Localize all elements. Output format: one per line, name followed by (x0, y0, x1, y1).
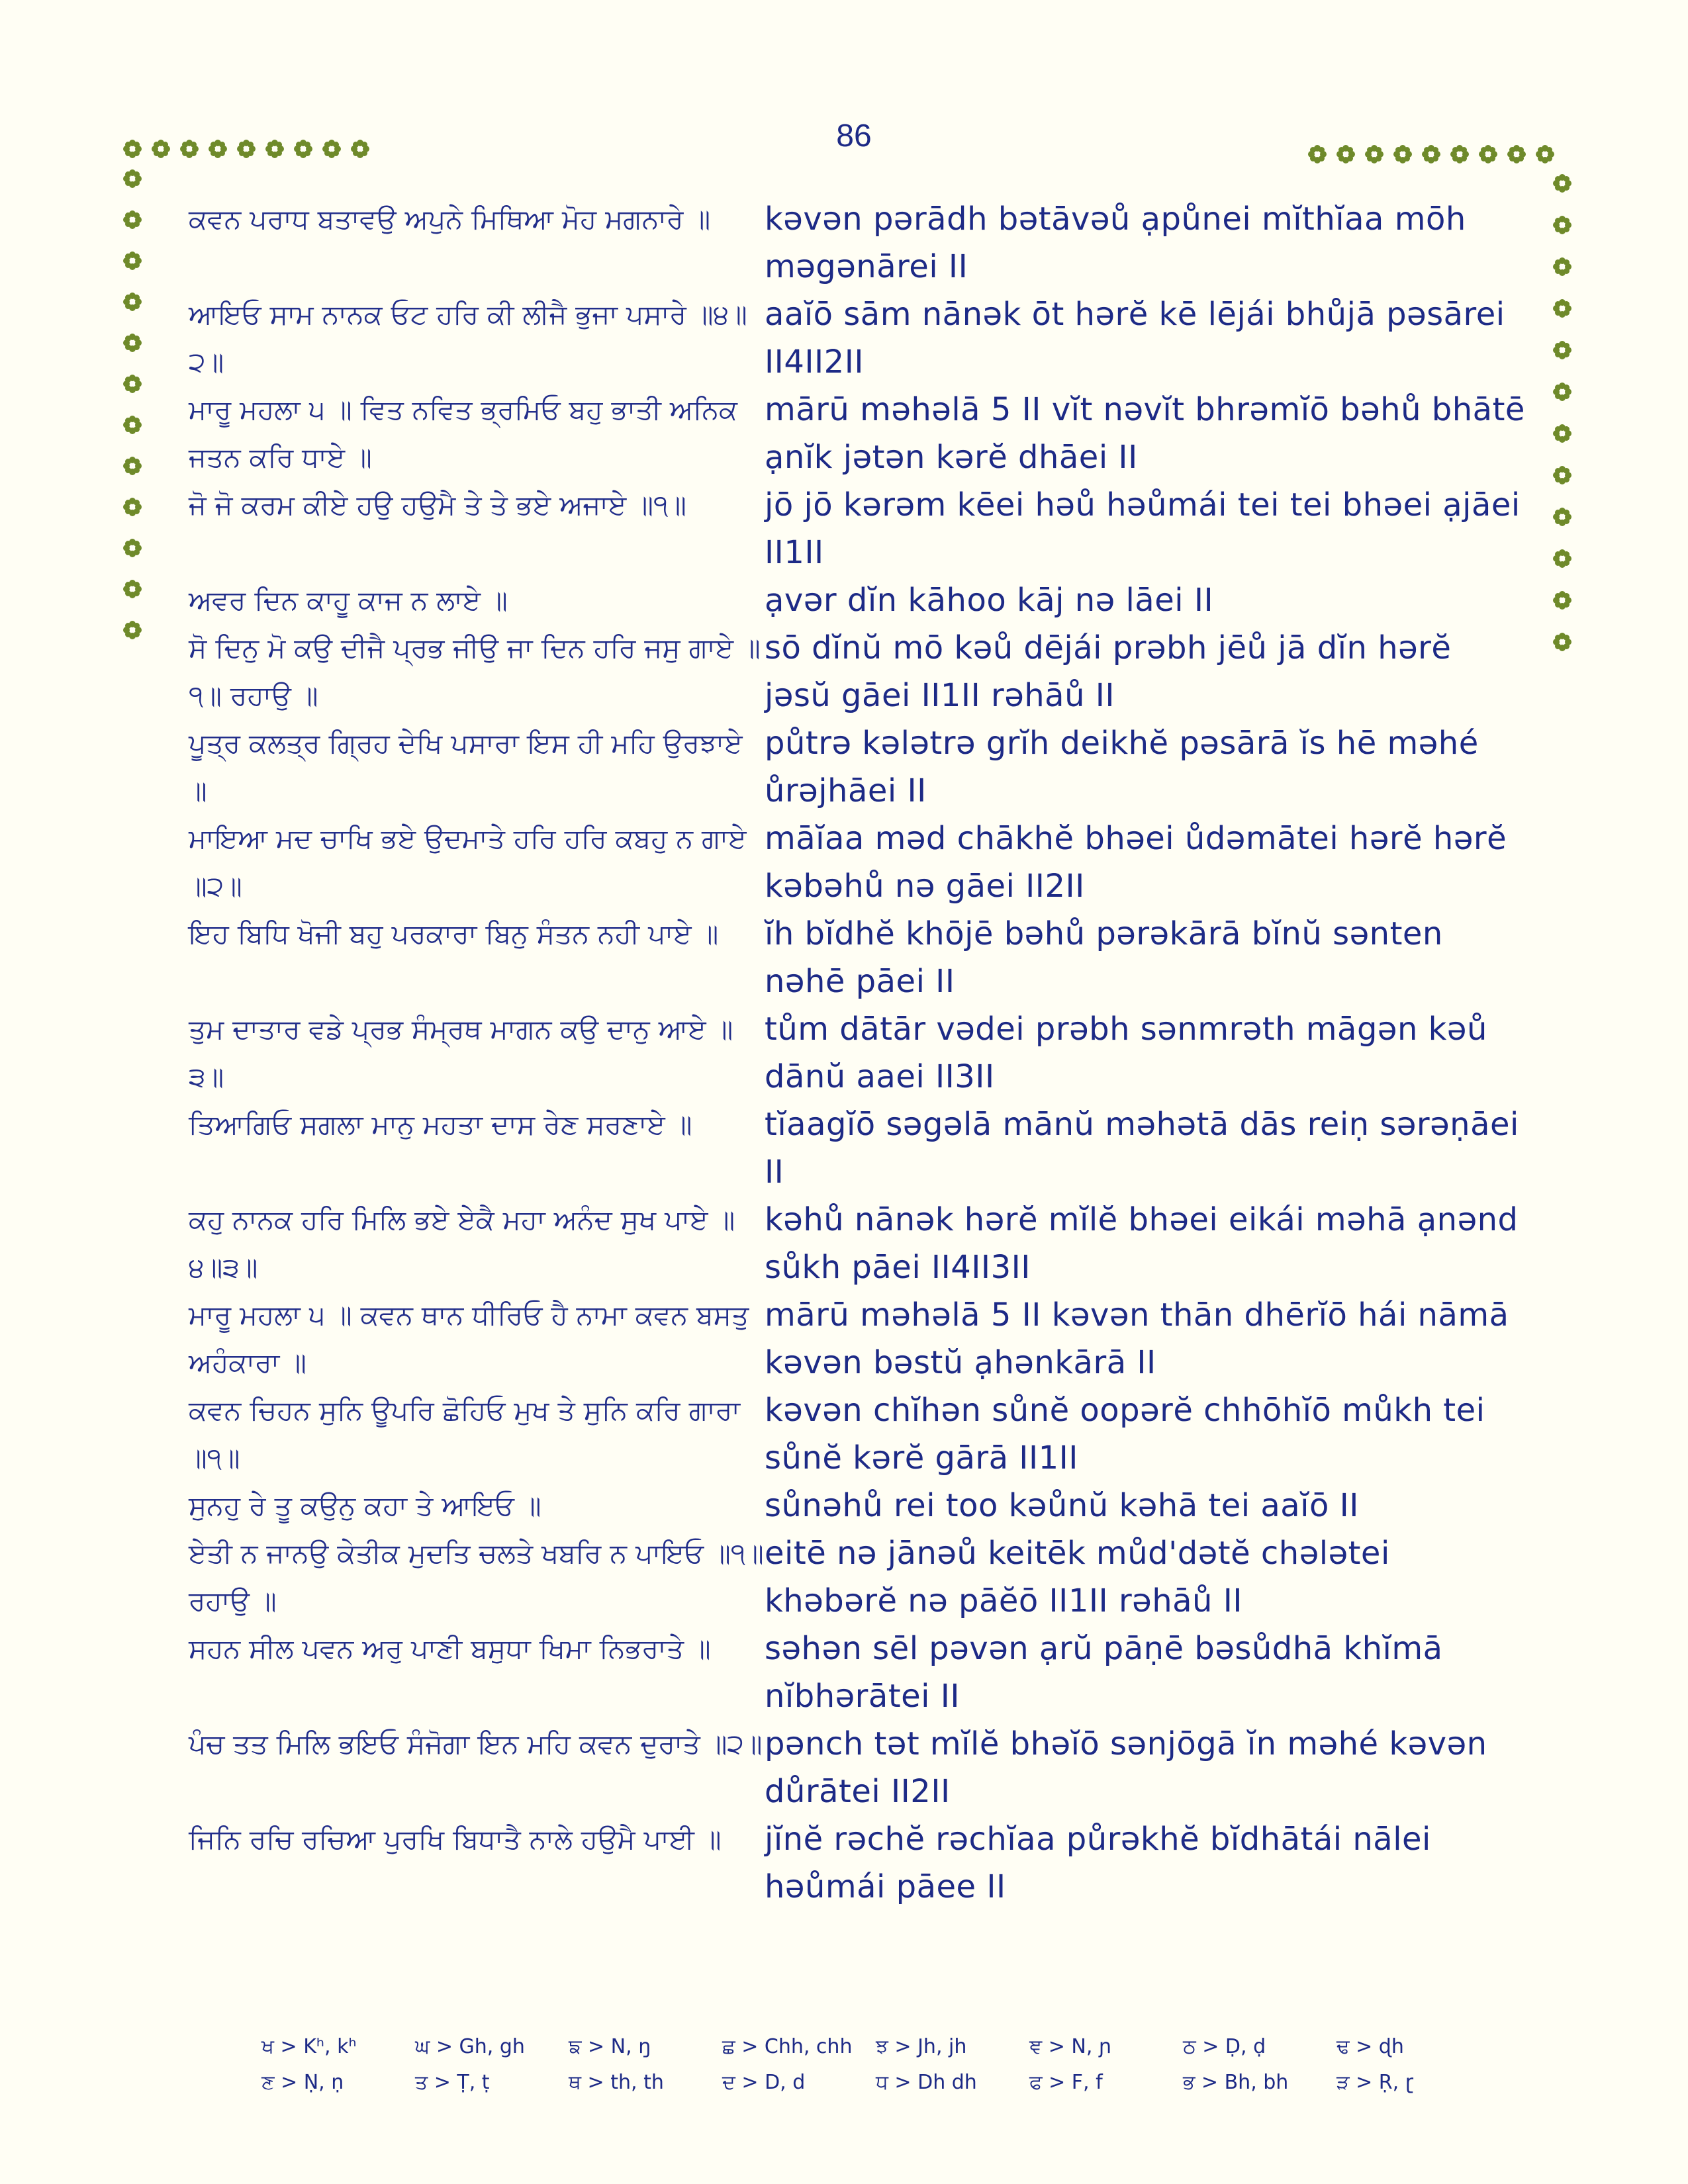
flower-ornament-icon (151, 139, 171, 159)
verse-row (189, 1005, 1526, 1101)
gurmukhi-text: ਮਾਰੂ ਮਹਲਾ ੫ ॥ ਕਵਨ ਥਾਨ ਧੀਰਿਓ ਹੈ ਨਾਮਾ ਕਵਨ ਬਸਤੁ ਅਹੰਕਾਰਾ ॥ (189, 1299, 749, 1379)
legend-item: ਭ > Bh, bh (1183, 2071, 1289, 2094)
legend-item: ਫ > F, f (1029, 2071, 1103, 2094)
flower-ornament-icon (1552, 382, 1572, 402)
gurmukhi-text: ਏਤੀ ਨ ਜਾਨਉ ਕੇਤੀਕ ਮੁਦਤਿ ਚਲਤੇ ਖਬਰਿ ਨ ਪਾਇਓ ॥੧॥ ਰਹਾਉ ॥ (189, 1537, 764, 1617)
flower-ornament-icon (350, 139, 370, 159)
transliteration-text: kəvən chĭhən sůnĕ oopərĕ chhōhĭō můkh tei sůnĕ kərĕ gārā II1II (765, 1392, 1485, 1477)
verse-row (189, 1529, 1526, 1625)
gurmukhi-text: ਪੰਚ ਤਤ ਮਿਲਿ ਭਇਓ ਸੰਜੋਗਾ ਇਨ ਮਹਿ ਕਵਨ ਦੁਰਾਤੇ ॥੨॥ (189, 1728, 763, 1760)
transliteration-text: ạvər dĭn kāhoo kāj nə lāei II (765, 582, 1214, 619)
gurmukhi-text: ਆਇਓ ਸਾਮ ਨਾਨਕ ਓਟ ਹਰਿ ਕੀ ਲੀਜੈ ਭੁਜਾ ਪਸਾਰੇ ॥੪॥੨॥ (189, 298, 747, 378)
legend-item: ਞ > N, ɲ (1029, 2035, 1112, 2058)
flower-ornament-icon (122, 251, 142, 271)
legend-item: ਠ > Ḍ, ḍ (1183, 2035, 1266, 2058)
legend-item: ੜ > Ṛ, ɽ (1336, 2071, 1414, 2094)
transliteration-legend (261, 2035, 1453, 2107)
flower-ornament-icon (1393, 144, 1413, 164)
gurmukhi-text: ਜਿਨਿ ਰਚਿ ਰਚਿਆ ਪੁਰਖਿ ਬਿਧਾਤੈ ਨਾਲੇ ਹਉਮੈ ਪਾਈ ॥ (189, 1823, 722, 1855)
flower-ornament-icon (1552, 173, 1572, 193)
flower-ornament-icon (1552, 465, 1572, 485)
verse-row (189, 910, 1526, 1005)
transliteration-text: aaĭō sām nānək ōt hərĕ kē lējái bhůjā pəsārei II4II2II (765, 296, 1505, 381)
transliteration-text: ĭh bĭdhĕ khōjē bəhů pərəkārā bĭnŭ sənten nəhē pāei II (765, 915, 1443, 1000)
verse-row (189, 1625, 1526, 1720)
transliteration-text: sůnəhů rei too kəůnŭ kəhā tei aaĭō II (765, 1487, 1359, 1524)
transliteration-text: mārū məhəlā 5 II vĭt nəvĭt bhrəmĭō bəhů bhātē ạnĭk jətən kərĕ dhāei II (765, 391, 1525, 476)
gurmukhi-text: ਸੋ ਦਿਨੁ ਮੋ ਕਉ ਦੀਜੈ ਪ੍ਰਭ ਜੀਉ ਜਾ ਦਿਨ ਹਰਿ ਜਸੁ ਗਾਏ ॥੧॥ ਰਹਾਉ ॥ (189, 632, 761, 711)
flower-ornament-icon (122, 210, 142, 230)
gurmukhi-text: ਮਾਰੂ ਮਹਲਾ ੫ ॥ ਵਿਤ ਨਵਿਤ ਭ੍ਰਮਿਓ ਬਹੁ ਭਾਤੀ ਅਨਿਕ ਜਤਨ ਕਰਿ ਧਾਏ ॥ (189, 394, 737, 473)
transliteration-text: mārū məhəlā 5 II kəvən thān dhērĭō hái nāmā kəvən bəstŭ ạhənkārā II (765, 1297, 1509, 1381)
transliteration-text: kəvən pərādh bətāvəů ạpůnei mĭthĭaa mōh məgənārei II (765, 201, 1466, 285)
verse-row (189, 481, 1526, 576)
verse-row (189, 576, 1526, 624)
flower-ornament-icon (1552, 632, 1572, 652)
legend-row (261, 2035, 1453, 2071)
legend-item: ਛ > Chh, chh (722, 2035, 853, 2058)
flower-ornament-icon (122, 374, 142, 394)
flower-ornament-icon (1450, 144, 1470, 164)
flower-ornament-icon (1552, 424, 1572, 443)
flower-ornament-icon (1552, 340, 1572, 360)
transliteration-text: tům dātār vədei prəbh sənmrəth māgən kəů dānŭ aaei II3II (765, 1011, 1487, 1095)
flower-ornament-icon (1507, 144, 1526, 164)
transliteration-text: pənch tət mĭlĕ bhəĭō sənjōgā ĭn məhé kəvən důrātei II2II (765, 1725, 1487, 1810)
flower-ornament-icon (122, 292, 142, 312)
flower-ornament-icon (1421, 144, 1441, 164)
verse-row (189, 1482, 1526, 1529)
flower-ornament-icon (1336, 144, 1356, 164)
transliteration-text: eitē nə jānəů keitēk můd'dətĕ chələtei khəbərĕ nə pāĕō II1II rəhāů II (765, 1535, 1390, 1619)
verse-row (189, 1720, 1526, 1815)
legend-item: ਤ > Ṭ, ṭ (415, 2071, 490, 2094)
verse-list (189, 195, 1526, 1911)
flower-ornament-icon (265, 139, 285, 159)
flower-ornament-icon (1307, 144, 1327, 164)
legend-item: ਘ > Gh, gh (415, 2035, 525, 2058)
flower-ornament-icon (1535, 144, 1555, 164)
legend-item: ਧ > Dh dh (876, 2071, 977, 2094)
verse-row (189, 815, 1526, 910)
gurmukhi-text: ਤਿਆਗਿਓ ਸਗਲਾ ਮਾਨੁ ਮਹਤਾ ਦਾਸ ਰੇਣ ਸਰਣਾਏ ॥ (189, 1109, 692, 1140)
gurmukhi-text: ਤੁਮ ਦਾਤਾਰ ਵਡੇ ਪ੍ਰਭ ਸੰਮ੍ਰਥ ਮਾਗਨ ਕਉ ਦਾਨੁ ਆਏ ॥੩॥ (189, 1013, 733, 1093)
verse-row (189, 1101, 1526, 1196)
flower-ornament-icon (122, 415, 142, 435)
gurmukhi-text: ਜੋ ਜੋ ਕਰਮ ਕੀਏ ਹਉ ਹਉਮੈ ਤੇ ਤੇ ਭਏ ਅਜਾਏ ॥੧॥ (189, 489, 686, 521)
gurmukhi-text: ਮਾਇਆ ਮਦ ਚਾਖਿ ਭਏ ਉਦਮਾਤੇ ਹਰਿ ਹਰਿ ਕਬਹੁ ਨ ਗਾਏ ॥੨॥ (189, 823, 747, 902)
legend-row (261, 2071, 1453, 2107)
legend-item: ਙ > N, ŋ (569, 2035, 651, 2058)
legend-item: ਢ > ɖh (1336, 2035, 1404, 2058)
transliteration-text: māĭaa məd chākhĕ bhəei ůdəmātei hərĕ hərĕ kəbəhů nə gāei II2II (765, 820, 1507, 905)
verse-row (189, 1387, 1526, 1482)
flower-ornament-icon (1552, 298, 1572, 318)
gurmukhi-text: ਕਹੁ ਨਾਨਕ ਹਰਿ ਮਿਲਿ ਭਏ ਏਕੈ ਮਹਾ ਅਨੰਦ ਸੁਖ ਪਾਏ ॥੪॥੩॥ (189, 1204, 735, 1283)
verse-row (189, 719, 1526, 815)
gurmukhi-text: ਅਵਰ ਦਿਨ ਕਾਹੂ ਕਾਜ ਨ ਲਾਏ ॥ (189, 584, 508, 616)
legend-item: ਦ > D, d (722, 2071, 806, 2094)
flower-ornament-icon (179, 139, 199, 159)
legend-item: ਣ > Ṇ, ṇ (261, 2071, 344, 2094)
gurmukhi-text: ਸਹਨ ਸੀਲ ਪਵਨ ਅਰੁ ਪਾਣੀ ਬਸੁਧਾ ਖਿਮਾ ਨਿਭਰਾਤੇ ॥ (189, 1633, 711, 1664)
transliteration-text: půtrə kələtrə grĭh deikhĕ pəsārā ĭs hē məhé ůrəjhāei II (765, 725, 1479, 809)
flower-ornament-icon (208, 139, 228, 159)
legend-item: ਝ > Jh, jh (876, 2035, 967, 2058)
flower-ornament-icon (1552, 590, 1572, 610)
flower-ornament-icon (1552, 257, 1572, 277)
gurmukhi-text: ਕਵਨ ਚਿਹਨ ਸੁਨਿ ਊਪਰਿ ਛੋਹਿਓ ਮੁਖ ਤੇ ਸੁਨਿ ਕਰਿ ਗਾਰਾ ॥੧॥ (189, 1394, 740, 1474)
gurmukhi-text: ਸੁਨਹੁ ਰੇ ਤੂ ਕਉਨੁ ਕਹਾ ਤੇ ਆਇਓ ॥ (189, 1490, 541, 1522)
transliteration-text: sō dĭnŭ mō kəů dējái prəbh jēů jā dĭn hərĕ jəsŭ gāei II1II rəhāů II (765, 629, 1452, 714)
flower-ornament-icon (1478, 144, 1498, 164)
flower-ornament-icon (1552, 507, 1572, 527)
gurmukhi-text: ਕਵਨ ਪਰਾਧ ਬਤਾਵਉ ਅਪੁਨੇ ਮਿਥਿਆ ਮੋਹ ਮਗਨਾਰੇ ॥ (189, 203, 711, 235)
flower-ornament-icon (122, 139, 142, 159)
gurmukhi-text: ਪੂਤ੍ਰ ਕਲਤ੍ਰ ਗ੍ਰਿਹ ਦੇਖਿ ਪਸਾਰਾ ਇਸ ਹੀ ਮਹਿ ਉਰਝਾਏ ॥ (189, 727, 743, 807)
transliteration-text: tĭaagĭō səgəlā mānŭ məhətā dās reiṇ sərəṇāei II (765, 1106, 1519, 1191)
flower-ornament-icon (1364, 144, 1384, 164)
transliteration-text: jĭnĕ rəchĕ rəchĭaa půrəkhĕ bĭdhātái nālei həůmái pāee II (765, 1821, 1431, 1905)
flower-ornament-icon (236, 139, 256, 159)
transliteration-text: kəhů nānək hərĕ mĭlĕ bhəei eikái məhā ạnənd sůkh pāei II4II3II (765, 1201, 1519, 1286)
page-number: 86 (836, 118, 872, 154)
verse-row (189, 195, 1526, 291)
transliteration-text: səhən sēl pəvən ạrŭ pāṇē bəsůdhā khĭmā nĭbhərātei II (765, 1630, 1443, 1715)
verse-row (189, 291, 1526, 386)
flower-ornament-icon (122, 497, 142, 517)
verse-row (189, 624, 1526, 719)
legend-item: ਥ > th, th (569, 2071, 664, 2094)
flower-ornament-icon (122, 456, 142, 476)
flower-ornament-icon (1552, 549, 1572, 569)
verse-row (189, 1291, 1526, 1387)
flower-ornament-icon (122, 333, 142, 353)
flower-ornament-icon (322, 139, 342, 159)
flower-ornament-icon (293, 139, 313, 159)
flower-ornament-icon (122, 579, 142, 599)
verse-row (189, 1815, 1526, 1911)
flower-ornament-icon (122, 620, 142, 640)
verse-row (189, 386, 1526, 481)
transliteration-text: jō jō kərəm kēei həů həůmái tei tei bhəei ạjāei II1II (765, 486, 1521, 571)
flower-ornament-icon (122, 169, 142, 189)
gurmukhi-text: ਇਹ ਬਿਧਿ ਖੋਜੀ ਬਹੁ ਪਰਕਾਰਾ ਬਿਨੁ ਸੰਤਨ ਨਹੀ ਪਾਏ ॥ (189, 918, 719, 950)
flower-ornament-icon (1552, 215, 1572, 235)
verse-row (189, 1196, 1526, 1291)
flower-ornament-icon (122, 538, 142, 558)
legend-item: ਖ > Kʰ, kʰ (261, 2035, 357, 2058)
